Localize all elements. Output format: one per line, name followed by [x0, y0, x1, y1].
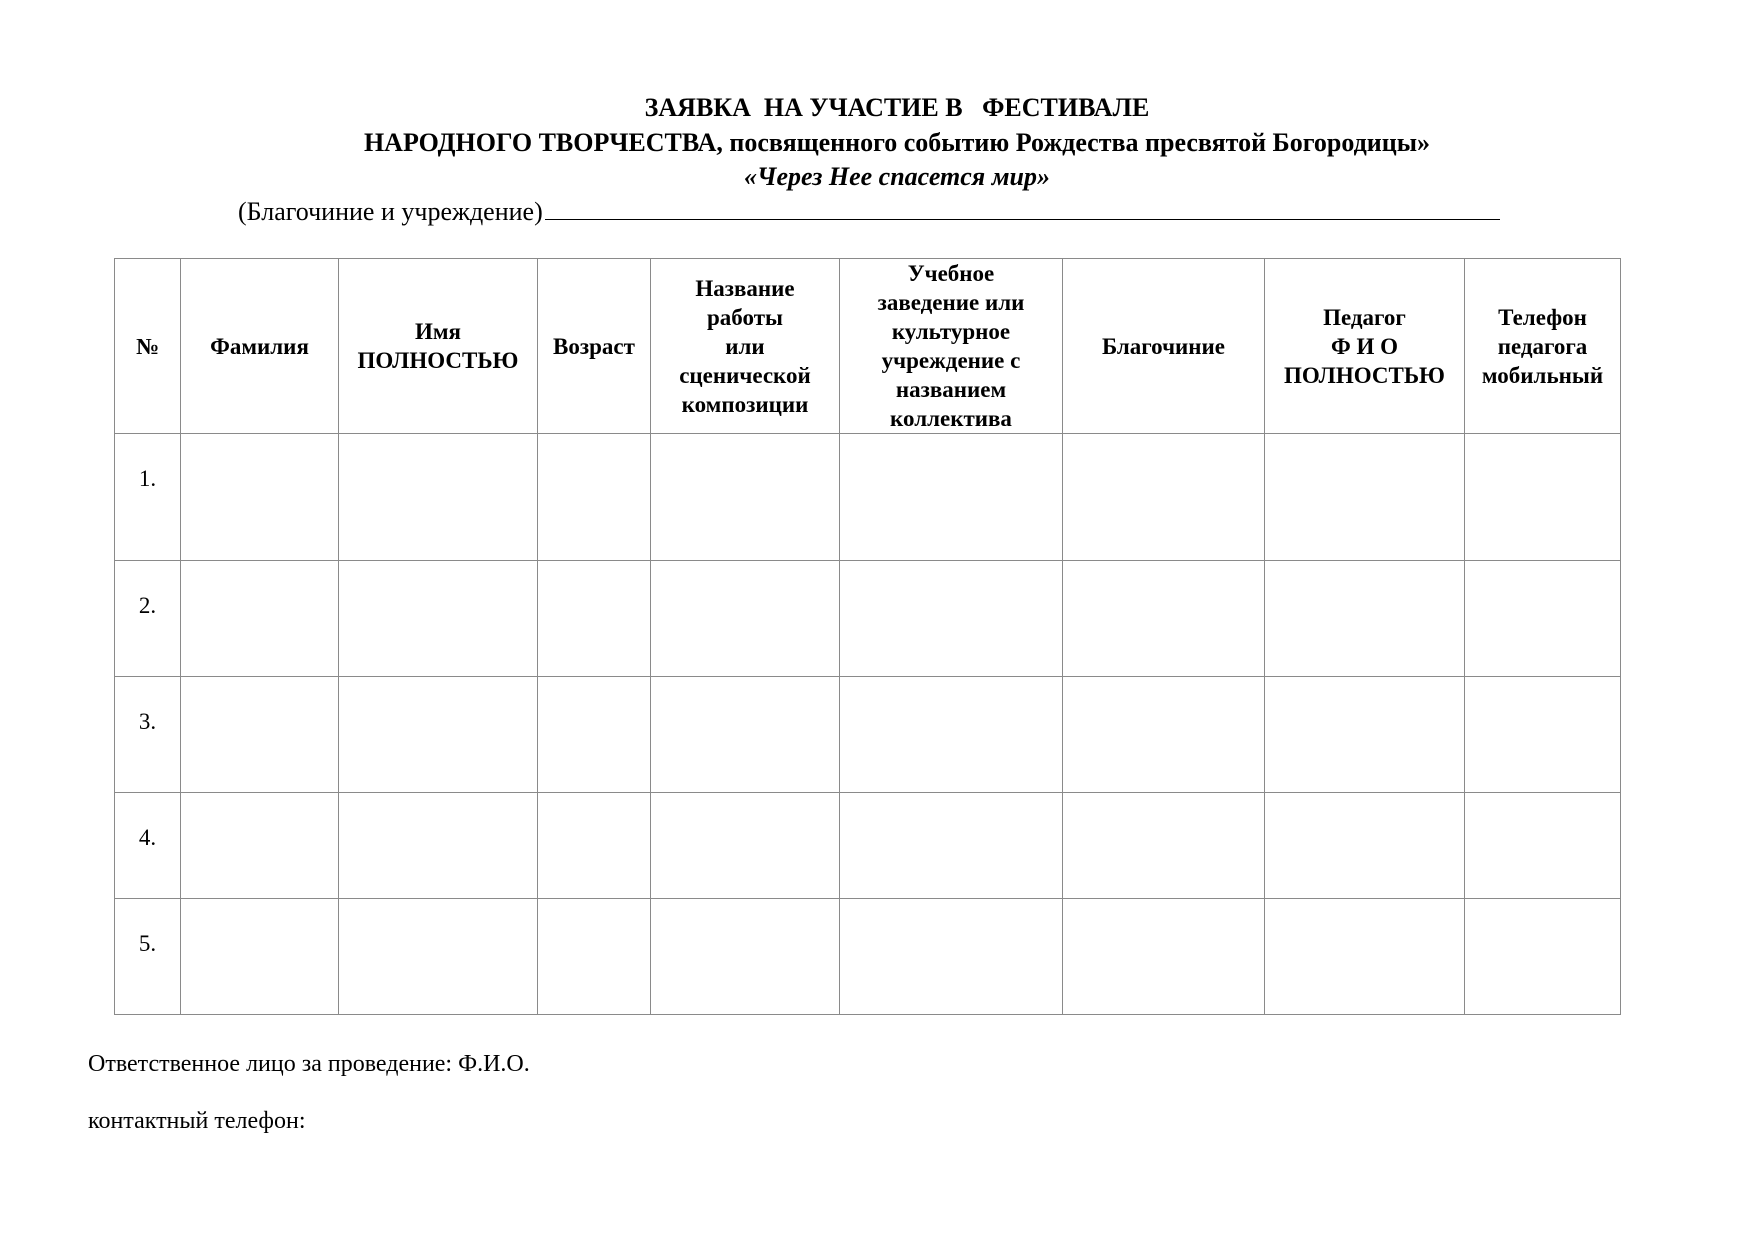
header-text-line: Учебное — [907, 261, 995, 286]
entry-cell[interactable] — [1063, 899, 1265, 1015]
deanery-blank-line[interactable] — [545, 193, 1500, 220]
form-title-line-1: ЗАЯВКА НА УЧАСТИЕ В ФЕСТИВАЛЕ — [644, 93, 1150, 122]
header-text-line: Телефон — [1498, 304, 1587, 330]
header-text-line: ПОЛНОСТЬЮ — [357, 348, 519, 373]
header-institution — [840, 259, 1063, 434]
entry-cell[interactable] — [1465, 793, 1621, 899]
row-number-cell: 1. — [115, 434, 181, 561]
header-work-title — [651, 259, 840, 434]
entry-cell[interactable] — [840, 899, 1063, 1015]
participants-table — [114, 258, 1621, 1015]
entry-cell[interactable] — [1265, 793, 1465, 899]
entry-cell[interactable] — [651, 899, 840, 1015]
entry-cell[interactable] — [1265, 561, 1465, 677]
table-row — [115, 434, 1621, 561]
header-text-line: № — [135, 333, 160, 359]
header-text-line: культурное — [891, 319, 1011, 344]
entry-cell[interactable] — [1265, 677, 1465, 793]
header-text-line: Возраст — [553, 333, 635, 359]
entry-cell[interactable] — [651, 677, 840, 793]
header-text-line: педагога — [1497, 333, 1588, 359]
header-text-line: Благочиние — [1101, 333, 1226, 359]
entry-cell[interactable] — [1063, 561, 1265, 677]
header-text-line: Педагог — [1323, 304, 1406, 330]
deanery-field — [238, 193, 1500, 228]
entry-cell[interactable] — [339, 677, 538, 793]
header-name — [339, 259, 538, 434]
header-text-line: Ф И О — [1330, 333, 1399, 359]
entry-cell[interactable] — [1265, 434, 1465, 561]
header-text-line: работы — [707, 304, 783, 330]
entry-cell[interactable] — [339, 561, 538, 677]
row-number-cell: 3. — [115, 677, 181, 793]
responsible-person-label: Ответственное лицо за проведение: Ф.И.О. — [88, 1051, 530, 1077]
header-teacher-phone — [1465, 259, 1621, 434]
form-title-line-2: НАРОДНОГО ТВОРЧЕСТВА, посвященного событию Рождества пресвятой Богородицы» — [363, 128, 1431, 157]
header-text-line: мобильный — [1481, 362, 1604, 388]
row-number-cell: 5. — [115, 899, 181, 1015]
header-text-line: композиции — [681, 391, 809, 417]
entry-cell[interactable] — [181, 561, 339, 677]
header-text-line: ПОЛНОСТЬЮ — [1284, 362, 1445, 388]
header-text-line: коллектива — [890, 406, 1012, 431]
header-text-line: Имя — [415, 319, 461, 344]
entry-cell[interactable] — [651, 793, 840, 899]
entry-cell[interactable] — [538, 899, 651, 1015]
entry-cell[interactable] — [1465, 899, 1621, 1015]
entry-cell[interactable] — [339, 434, 538, 561]
entry-cell[interactable] — [1265, 899, 1465, 1015]
entry-cell[interactable] — [651, 434, 840, 561]
entry-cell[interactable] — [181, 677, 339, 793]
entry-cell[interactable] — [339, 793, 538, 899]
header-text-line: или — [725, 333, 765, 359]
table-header-row — [115, 259, 1621, 434]
entry-cell[interactable] — [538, 793, 651, 899]
entry-cell[interactable] — [1465, 561, 1621, 677]
entry-cell[interactable] — [1063, 677, 1265, 793]
row-number-cell: 2. — [115, 561, 181, 677]
row-number-cell: 4. — [115, 793, 181, 899]
form-title-motto: «Через Нее спасется мир» — [744, 162, 1050, 191]
header-text-line: Название — [695, 275, 795, 301]
entry-cell[interactable] — [181, 793, 339, 899]
header-text-line: сценической — [679, 362, 811, 388]
entry-cell[interactable] — [840, 434, 1063, 561]
header-text-line: Фамилия — [210, 333, 309, 359]
table-body — [115, 434, 1621, 1015]
entry-cell[interactable] — [651, 561, 840, 677]
table-row — [115, 793, 1621, 899]
deanery-label: (Благочиние и учреждение) — [238, 197, 543, 226]
table-row — [115, 677, 1621, 793]
header-teacher — [1265, 259, 1465, 434]
entry-cell[interactable] — [1465, 434, 1621, 561]
entry-cell[interactable] — [538, 677, 651, 793]
header-text-line: учреждение с — [881, 348, 1021, 373]
header-surname — [181, 259, 339, 434]
entry-cell[interactable] — [1063, 793, 1265, 899]
header-text-line: названием — [895, 377, 1007, 402]
entry-cell[interactable] — [840, 677, 1063, 793]
header-number — [115, 259, 181, 434]
header-deanery — [1063, 259, 1265, 434]
table-row — [115, 899, 1621, 1015]
entry-cell[interactable] — [840, 793, 1063, 899]
entry-cell[interactable] — [538, 434, 651, 561]
header-age — [538, 259, 651, 434]
entry-cell[interactable] — [840, 561, 1063, 677]
contact-phone-label: контактный телефон: — [88, 1108, 306, 1134]
entry-cell[interactable] — [181, 434, 339, 561]
table-row — [115, 561, 1621, 677]
header-text-line: заведение или — [877, 290, 1025, 315]
entry-cell[interactable] — [538, 561, 651, 677]
entry-cell[interactable] — [339, 899, 538, 1015]
entry-cell[interactable] — [1465, 677, 1621, 793]
entry-cell[interactable] — [181, 899, 339, 1015]
entry-cell[interactable] — [1063, 434, 1265, 561]
